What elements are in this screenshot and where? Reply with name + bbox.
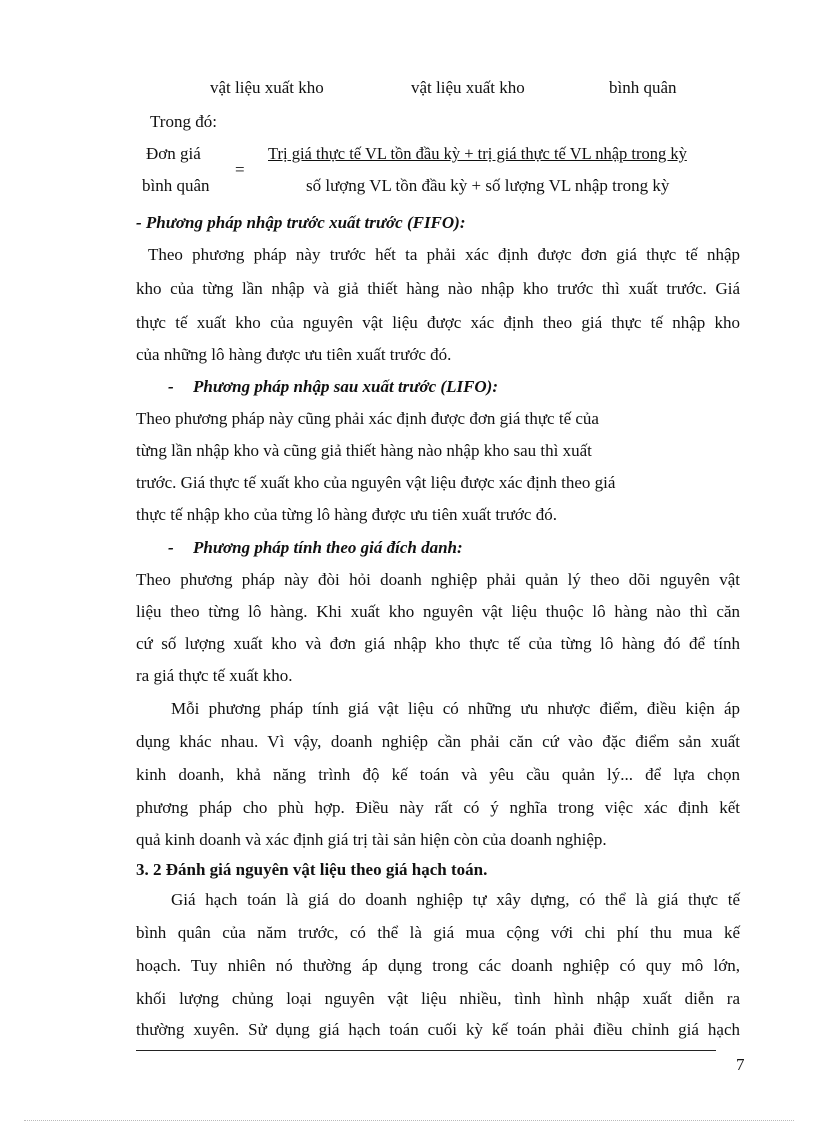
lifo-line-4: thực tế nhập kho của từng lô hàng được ưu tiên xuất trước đó.	[136, 505, 557, 524]
formula-left-line1: Đơn giá	[146, 144, 201, 163]
section-3-2-line-3: hoạch. Tuy nhiên nó thường áp dụng trong các doanh nghiệp có quy mô lớn,	[136, 956, 740, 975]
specific-line-3: cứ số lượng xuất kho và đơn giá nhập kho thực tế của từng lô hàng đó để tính	[136, 634, 740, 653]
fifo-line-1: Theo phương pháp này trước hết ta phải xác định được đơn giá thực tế nhập	[148, 245, 740, 264]
specific-line-4: ra giá thực tế xuất kho.	[136, 666, 293, 685]
section-3-2-line-5: thường xuyên. Sử dụng giá hạch toán cuối kỳ kế toán phải điều chỉnh giá hạch	[136, 1020, 740, 1039]
summary-line-2: dụng khác nhau. Vì vậy, doanh nghiệp cần phải căn cứ vào đặc điểm sản xuất	[136, 732, 740, 751]
specific-line-2: liệu theo từng lô hàng. Khi xuất kho nguyên vật liệu thuộc lô hàng nào thì căn	[136, 602, 740, 621]
formula-numerator: Trị giá thực tế VL tồn đầu kỳ + trị giá thực tế VL nhập trong kỳ	[268, 144, 687, 163]
lifo-line-2: từng lần nhập kho và cũng giả thiết hàng nào nhập kho sau thì xuất	[136, 441, 592, 460]
page-edge-dotted-line	[24, 1120, 794, 1121]
lifo-line-1: Theo phương pháp này cũng phải xác định được đơn giá thực tế của	[136, 409, 599, 428]
fifo-line-3: thực tế xuất kho của nguyên vật liệu được xác định theo giá thực tế nhập kho	[136, 313, 740, 332]
trong-do-label: Trong đó:	[150, 112, 217, 131]
specific-heading: Phương pháp tính theo giá đích danh:	[193, 538, 463, 557]
specific-dash: -	[168, 538, 174, 557]
lifo-dash: -	[168, 377, 174, 396]
summary-line-1: Mỗi phương pháp tính giá vật liệu có những ưu nhược điểm, điều kiện áp	[171, 699, 740, 718]
formula-left-line2: bình quân	[142, 176, 210, 195]
fifo-heading: - Phương pháp nhập trước xuất trước (FIFO):	[136, 213, 466, 232]
fifo-line-4: của những lô hàng được ưu tiên xuất trước đó.	[136, 345, 452, 364]
section-3-2-line-2: bình quân của năm trước, có thể là giá mua cộng với chi phí thu mua kế	[136, 923, 740, 942]
top-row-col2: vật liệu xuất kho	[411, 78, 525, 97]
summary-line-5: quả kinh doanh và xác định giá trị tài sản hiện còn của doanh nghiệp.	[136, 830, 607, 849]
summary-line-3: kinh doanh, khả năng trình độ kế toán và yêu cầu quản lý... để lựa chọn	[136, 765, 740, 784]
lifo-heading: Phương pháp nhập sau xuất trước (LIFO):	[193, 377, 499, 396]
footer-rule	[136, 1050, 716, 1051]
lifo-line-3: trước. Giá thực tế xuất kho của nguyên vật liệu được xác định theo giá	[136, 473, 616, 492]
summary-line-4: phương pháp cho phù hợp. Điều này rất có ý nghĩa trong việc xác định kết	[136, 798, 740, 817]
formula-denominator: số lượng VL tồn đầu kỳ + số lượng VL nhập trong kỳ	[306, 176, 670, 195]
page-number: 7	[736, 1055, 745, 1074]
formula-equals: =	[235, 160, 245, 179]
top-row-col1: vật liệu xuất kho	[210, 78, 324, 97]
fifo-line-2: kho của từng lần nhập và giả thiết hàng nào nhập kho trước thì xuất trước. Giá	[136, 279, 740, 298]
specific-line-1: Theo phương pháp này đòi hỏi doanh nghiệp phải quản lý theo dõi nguyên vật	[136, 570, 740, 589]
section-3-2-line-1: Giá hạch toán là giá do doanh nghiệp tự xây dựng, có thể là giá thực tế	[171, 890, 740, 909]
section-3-2-line-4: khối lượng chủng loại nguyên vật liệu nhiều, tình hình nhập xuất diễn ra	[136, 989, 740, 1008]
top-row-col3: bình quân	[609, 78, 677, 97]
section-3-2-heading: 3. 2 Đánh giá nguyên vật liệu theo giá hạch toán.	[136, 860, 488, 879]
